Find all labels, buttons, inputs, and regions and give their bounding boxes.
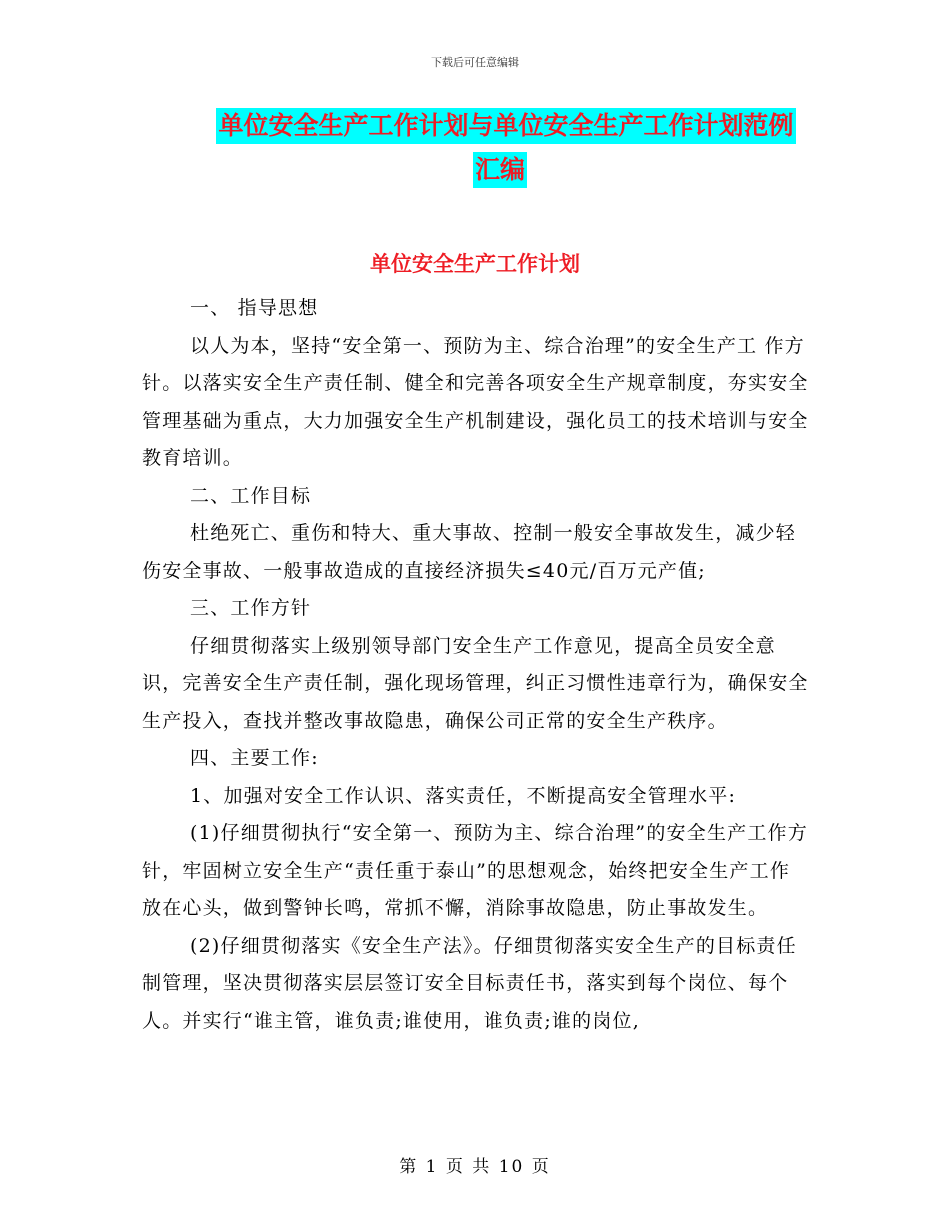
paragraph-work-goals: 杜绝死亡、重伤和特大、重大事故、控制一般安全事故发生，减少轻伤安全事故、一般事故造成的直接经济损失≤40元/百万元产值;	[142, 522, 797, 582]
heading-guiding-ideology: 一、 指导思想	[190, 297, 319, 319]
document-title-line-2: 汇编	[473, 152, 527, 188]
section-subtitle: 单位安全生产工作计划	[370, 251, 580, 276]
document-title	[180, 108, 820, 188]
document-body	[142, 290, 810, 1040]
item-1-sub-1: (1)仔细贯彻执行“安全第一、预防为主、综合治理”的安全生产工作方针，牢固树立安全生产“责任重于泰山”的思想观念，始终把安全生产工作放在心头，做到警钟长鸣，常抓不懈，消除事故隐患，防止事故发生。	[142, 822, 808, 919]
paragraph-guiding-ideology: 以人为本，坚持“安全第一、预防为主、综合治理”的安全生产工 作方针。以落实安全生产责任制、健全和完善各项安全生产规章制度，夯实安全管理基础为重点，大力加强安全生产机制建设，强化员工的技术培训与安全教育培训。	[142, 334, 809, 469]
heading-work-policy: 三、工作方针	[190, 597, 312, 619]
page-header-note: 下载后可任意编辑	[431, 56, 519, 69]
heading-work-goals: 二、工作目标	[190, 484, 312, 507]
page-number: 第 1 页 共 10 页	[399, 1157, 551, 1177]
item-1-sub-2: (2)仔细贯彻落实《安全生产法》。仔细贯彻落实安全生产的目标责任制管理，坚决贯彻落实层层签订安全目标责任书，落实到每个岗位、每个人。并实行“谁主管，谁负责;谁使用，谁负责;谁的岗位,	[142, 934, 797, 1032]
document-title-line-1: 单位安全生产工作计划与单位安全生产工作计划范例	[216, 108, 795, 144]
paragraph-work-policy: 仔细贯彻落实上级别领导部门安全生产工作意见，提高全员安全意识，完善安全生产责任制，强化现场管理，纠正习惯性违章行为，确保安全生产投入，查找并整改事故隐患，确保公司正常的安全生产秩序。	[142, 634, 809, 732]
item-1: 1、加强对安全工作认识、落实责任，不断提高安全管理水平:	[190, 784, 737, 807]
heading-main-work: 四、主要工作:	[190, 747, 319, 769]
